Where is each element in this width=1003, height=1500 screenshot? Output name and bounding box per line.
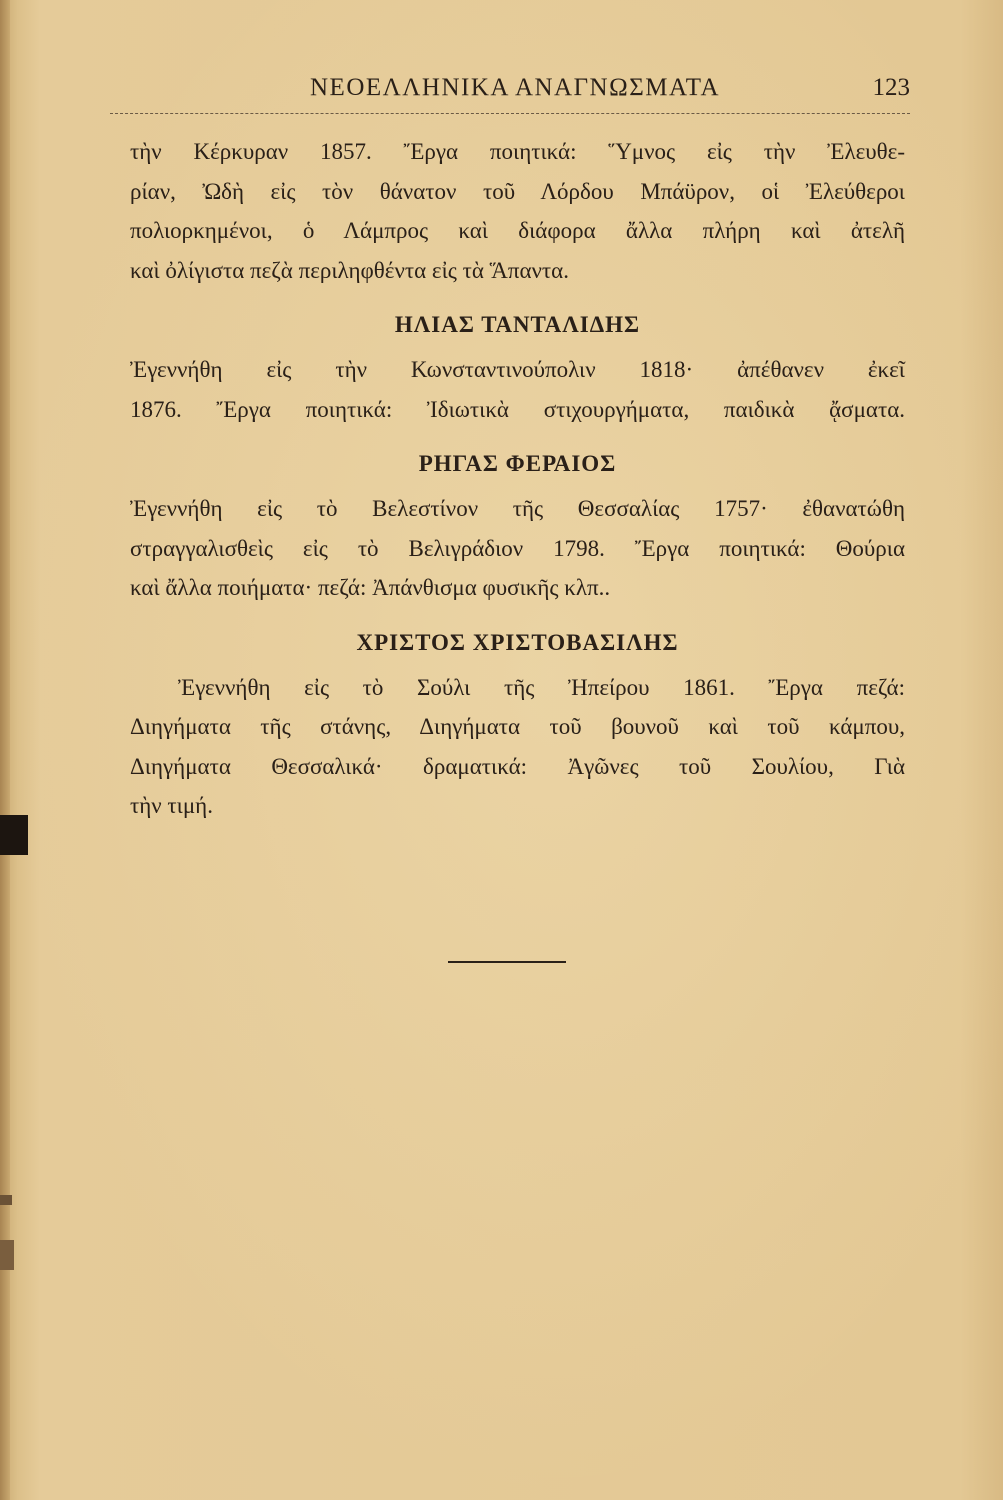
text-line: πολιορκημένοι, ὁ Λάμπρος καὶ διάφορα ἄλλα πλήρη καὶ ἀτελῆ <box>130 218 905 243</box>
text-line: τὴν Κέρκυραν 1857. Ἔργα ποιητικά: Ὕμνος εἰς τὴν Ἐλευθε- <box>130 139 905 164</box>
section-paragraph <box>130 668 905 826</box>
text-line: καὶ ὀλίγιστα πεζὰ περιληφθέντα εἰς τὰ Ἅπαντα. <box>130 257 569 283</box>
binding-damage-mark <box>0 1195 12 1205</box>
header-rule <box>110 113 910 114</box>
text-line: Διηγήματα τῆς στάνης, Διηγήματα τοῦ βουνοῦ καὶ τοῦ κάμπου, <box>130 714 905 739</box>
intro-paragraph <box>130 132 905 290</box>
text-line: καὶ ἄλλα ποιήματα· πεζά: Ἀπάνθισμα φυσικῆς κλπ.. <box>130 575 611 600</box>
binding-damage-mark <box>0 815 28 855</box>
page-body <box>130 132 905 826</box>
closing-rule <box>448 961 566 963</box>
running-title: ΝΕΟΕΛΛΗΝΙΚΑ ΑΝΑΓΝΩΣΜΑΤΑ <box>310 74 721 101</box>
section-paragraph <box>130 350 905 429</box>
text-line: Διηγήματα Θεσσαλικά· δραματικά: Ἀγῶνες τοῦ Σουλίου, Γιὰ <box>130 753 905 779</box>
section-heading: ΡΗΓΑΣ ΦΕΡΑΙΟΣ <box>418 451 617 476</box>
text-line: Ἐγεννήθη εἰς τὸ Σούλι τῆς Ἠπείρου 1861. Ἔργα πεζά: <box>178 674 905 700</box>
text-line: Ἐγεννήθη εἰς τὸ Βελεστίνον τῆς Θεσσαλίας 1757· ἐθανατώθη <box>130 496 905 521</box>
binding-damage-mark <box>0 1240 14 1270</box>
page-number: 123 <box>872 74 910 101</box>
text-line: 1876. Ἔργα ποιητικά: Ἰδιωτικὰ στιχουργήματα, παιδικὰ ᾄσματα. <box>130 396 905 422</box>
text-line: τὴν τιμή. <box>130 793 213 818</box>
page-spine-edge <box>0 0 10 1500</box>
section-heading: ΗΛΙΑΣ ΤΑΝΤΑΛΙΔΗΣ <box>394 312 641 337</box>
section-heading: ΧΡΙΣΤΟΣ ΧΡΙΣΤΟΒΑΣΙΛΗΣ <box>356 629 679 655</box>
text-line: ρίαν, Ὠδὴ εἰς τὸν θάνατον τοῦ Λόρδου Μπάϋρον, οἱ Ἐλεύθεροι <box>130 178 905 204</box>
text-line: στραγγαλισθεὶς εἰς τὸ Βελιγράδιον 1798. Ἔργα ποιητικά: Θούρια <box>130 535 905 561</box>
text-line: Ἐγεννήθη εἰς τὴν Κωνσταντινούπολιν 1818· ἀπέθανεν ἐκεῖ <box>130 357 905 382</box>
page-header <box>130 74 910 110</box>
section-paragraph <box>130 489 905 608</box>
